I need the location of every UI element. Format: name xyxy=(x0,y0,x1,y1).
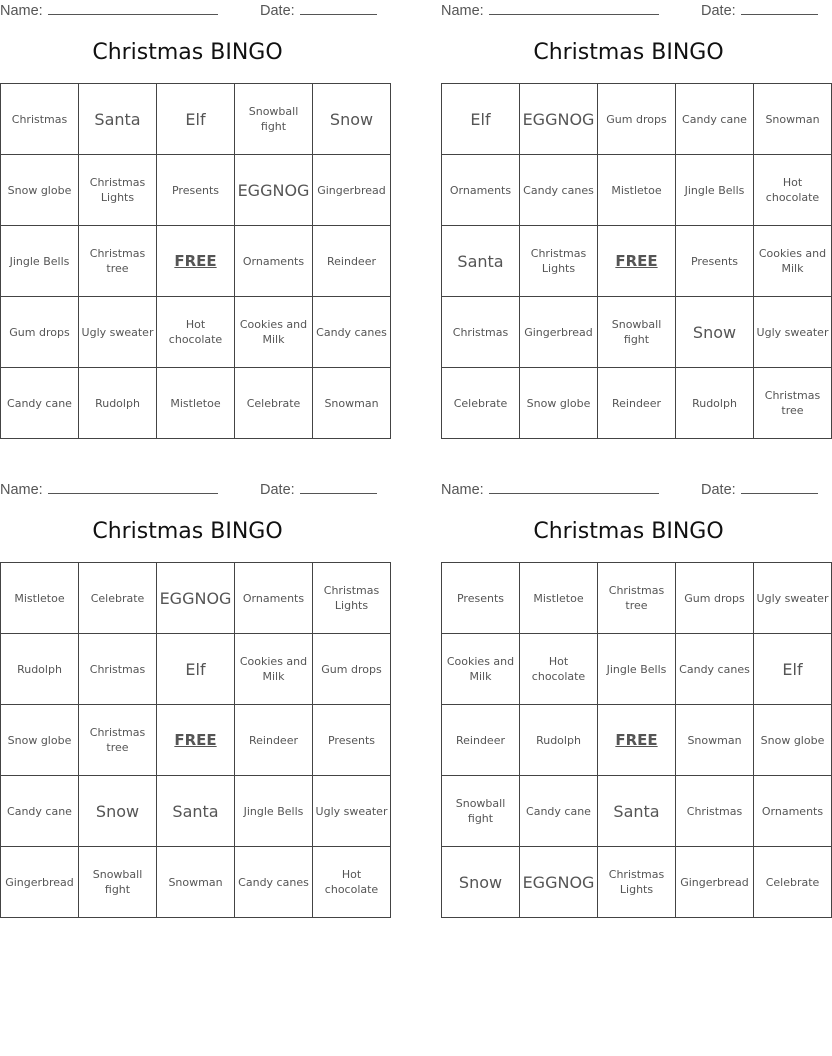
date-label: Date: xyxy=(701,3,736,19)
bingo-cell: Elf xyxy=(754,634,832,705)
bingo-cell: Christmas xyxy=(79,634,157,705)
bingo-cell: Santa xyxy=(79,84,157,155)
bingo-cell: Cookies and Milk xyxy=(235,634,313,705)
grid-row xyxy=(442,226,832,297)
bingo-cell: Hot chocolate xyxy=(520,634,598,705)
bingo-cell: Christmas xyxy=(442,297,520,368)
bingo-grid xyxy=(441,83,832,439)
date-field xyxy=(701,481,818,498)
bingo-cell: Rudolph xyxy=(1,634,79,705)
date-line xyxy=(300,2,377,15)
bingo-cell: Celebrate xyxy=(754,847,832,918)
grid-row xyxy=(442,776,832,847)
name-field xyxy=(0,481,218,498)
grid-row xyxy=(442,634,832,705)
bingo-cell: Santa xyxy=(442,226,520,297)
grid-row xyxy=(442,84,832,155)
bingo-cell: Hot chocolate xyxy=(313,847,391,918)
grid-row xyxy=(1,226,391,297)
date-line xyxy=(741,481,818,494)
bingo-cell: Snow xyxy=(313,84,391,155)
bingo-cell: Christmas Lights xyxy=(313,563,391,634)
name-label: Name: xyxy=(0,482,43,498)
grid-row xyxy=(1,297,391,368)
card-title: Christmas BINGO xyxy=(92,40,283,65)
bingo-cell: Christmas tree xyxy=(754,368,832,439)
bingo-cell: Candy canes xyxy=(520,155,598,226)
bingo-cell: Gingerbread xyxy=(313,155,391,226)
bingo-cell: Santa xyxy=(598,776,676,847)
grid-row xyxy=(442,368,832,439)
date-field xyxy=(701,2,818,19)
bingo-cell: Reindeer xyxy=(235,705,313,776)
bingo-cell: Snow xyxy=(442,847,520,918)
name-line xyxy=(489,481,659,494)
card-title: Christmas BINGO xyxy=(92,519,283,544)
bingo-cell: Rudolph xyxy=(520,705,598,776)
bingo-card-1 xyxy=(0,0,387,434)
bingo-cell: EGGNOG xyxy=(157,563,235,634)
card-header xyxy=(0,0,375,20)
bingo-cell: Snowball fight xyxy=(442,776,520,847)
bingo-cell: Ugly sweater xyxy=(754,563,832,634)
bingo-cell: Christmas Lights xyxy=(520,226,598,297)
bingo-cell: Hot chocolate xyxy=(754,155,832,226)
bingo-cell: Ornaments xyxy=(235,226,313,297)
bingo-cell: Candy cane xyxy=(676,84,754,155)
name-field xyxy=(0,2,218,19)
bingo-grid xyxy=(441,562,832,918)
bingo-cell: Hot chocolate xyxy=(157,297,235,368)
grid-row xyxy=(1,563,391,634)
bingo-cell: Snowman xyxy=(157,847,235,918)
bingo-cell: Gingerbread xyxy=(520,297,598,368)
bingo-cell: Rudolph xyxy=(79,368,157,439)
bingo-cell: Mistletoe xyxy=(157,368,235,439)
card-header xyxy=(0,479,375,499)
bingo-cell: Christmas Lights xyxy=(79,155,157,226)
free-space: FREE xyxy=(157,705,235,776)
bingo-cell: Ornaments xyxy=(754,776,832,847)
name-field xyxy=(441,2,659,19)
bingo-cell: Snowman xyxy=(754,84,832,155)
date-label: Date: xyxy=(701,482,736,498)
bingo-cell: EGGNOG xyxy=(520,84,598,155)
bingo-cell: Snowman xyxy=(676,705,754,776)
bingo-cell: Jingle Bells xyxy=(598,634,676,705)
bingo-cell: Celebrate xyxy=(79,563,157,634)
bingo-cell: Celebrate xyxy=(442,368,520,439)
bingo-cell: Gingerbread xyxy=(676,847,754,918)
bingo-cell: Ornaments xyxy=(442,155,520,226)
bingo-cell: Elf xyxy=(157,634,235,705)
grid-row xyxy=(1,368,391,439)
bingo-cell: EGGNOG xyxy=(520,847,598,918)
bingo-cell: Reindeer xyxy=(313,226,391,297)
free-space: FREE xyxy=(598,705,676,776)
bingo-cell: Snow xyxy=(676,297,754,368)
bingo-cell: Santa xyxy=(157,776,235,847)
bingo-cell: Presents xyxy=(157,155,235,226)
bingo-cell: Gum drops xyxy=(313,634,391,705)
date-label: Date: xyxy=(260,482,295,498)
bingo-cell: Snowman xyxy=(313,368,391,439)
grid-row xyxy=(1,155,391,226)
bingo-cell: Candy canes xyxy=(313,297,391,368)
bingo-cell: Christmas tree xyxy=(79,226,157,297)
bingo-cell: Snow globe xyxy=(1,155,79,226)
name-field xyxy=(441,481,659,498)
date-line xyxy=(300,481,377,494)
bingo-cell: Christmas xyxy=(1,84,79,155)
grid-row xyxy=(1,84,391,155)
grid-row xyxy=(1,847,391,918)
bingo-cell: Mistletoe xyxy=(1,563,79,634)
bingo-cell: Cookies and Milk xyxy=(754,226,832,297)
bingo-cell: Snow globe xyxy=(520,368,598,439)
bingo-cell: Candy canes xyxy=(676,634,754,705)
bingo-cell: Gum drops xyxy=(598,84,676,155)
bingo-grid xyxy=(0,83,391,439)
bingo-cell: Gum drops xyxy=(676,563,754,634)
card-title: Christmas BINGO xyxy=(533,40,724,65)
bingo-cell: Presents xyxy=(313,705,391,776)
name-label: Name: xyxy=(0,3,43,19)
card-header xyxy=(441,0,816,20)
bingo-card-2 xyxy=(441,0,829,434)
name-line xyxy=(48,2,218,15)
bingo-cell: Gum drops xyxy=(1,297,79,368)
bingo-cell: Snowball fight xyxy=(235,84,313,155)
grid-row xyxy=(442,847,832,918)
bingo-cell: Candy cane xyxy=(1,368,79,439)
bingo-card-3 xyxy=(0,479,388,913)
grid-row xyxy=(442,705,832,776)
bingo-cell: EGGNOG xyxy=(235,155,313,226)
bingo-cell: Snowball fight xyxy=(79,847,157,918)
bingo-cell: Snow xyxy=(79,776,157,847)
bingo-cell: Reindeer xyxy=(598,368,676,439)
card-title: Christmas BINGO xyxy=(533,519,724,544)
bingo-cell: Reindeer xyxy=(442,705,520,776)
free-space: FREE xyxy=(157,226,235,297)
bingo-cell: Jingle Bells xyxy=(1,226,79,297)
grid-row xyxy=(1,705,391,776)
date-field xyxy=(260,2,377,19)
date-line xyxy=(741,2,818,15)
bingo-card-4 xyxy=(441,479,829,913)
bingo-cell: Elf xyxy=(157,84,235,155)
bingo-cell: Presents xyxy=(676,226,754,297)
bingo-cell: Snow globe xyxy=(754,705,832,776)
bingo-cell: Celebrate xyxy=(235,368,313,439)
name-line xyxy=(489,2,659,15)
bingo-cell: Presents xyxy=(442,563,520,634)
bingo-cell: Cookies and Milk xyxy=(442,634,520,705)
bingo-cell: Mistletoe xyxy=(520,563,598,634)
bingo-cell: Jingle Bells xyxy=(676,155,754,226)
bingo-cell: Snowball fight xyxy=(598,297,676,368)
date-field xyxy=(260,481,377,498)
grid-row xyxy=(1,776,391,847)
name-label: Name: xyxy=(441,482,484,498)
bingo-cell: Snow globe xyxy=(1,705,79,776)
bingo-cell: Christmas tree xyxy=(79,705,157,776)
grid-row xyxy=(1,634,391,705)
bingo-cell: Christmas Lights xyxy=(598,847,676,918)
name-label: Name: xyxy=(441,3,484,19)
bingo-cell: Gingerbread xyxy=(1,847,79,918)
grid-row xyxy=(442,563,832,634)
bingo-cell: Ornaments xyxy=(235,563,313,634)
bingo-grid xyxy=(0,562,391,918)
bingo-cell: Rudolph xyxy=(676,368,754,439)
date-label: Date: xyxy=(260,3,295,19)
bingo-cell: Candy cane xyxy=(520,776,598,847)
bingo-cell: Candy cane xyxy=(1,776,79,847)
bingo-cell: Elf xyxy=(442,84,520,155)
grid-row xyxy=(442,155,832,226)
grid-row xyxy=(442,297,832,368)
bingo-cell: Candy canes xyxy=(235,847,313,918)
name-line xyxy=(48,481,218,494)
card-header xyxy=(441,479,816,499)
bingo-cell: Christmas xyxy=(676,776,754,847)
bingo-cell: Ugly sweater xyxy=(79,297,157,368)
bingo-cell: Ugly sweater xyxy=(313,776,391,847)
bingo-cell: Ugly sweater xyxy=(754,297,832,368)
bingo-cell: Mistletoe xyxy=(598,155,676,226)
bingo-cell: Cookies and Milk xyxy=(235,297,313,368)
bingo-cell: Jingle Bells xyxy=(235,776,313,847)
free-space: FREE xyxy=(598,226,676,297)
bingo-cell: Christmas tree xyxy=(598,563,676,634)
